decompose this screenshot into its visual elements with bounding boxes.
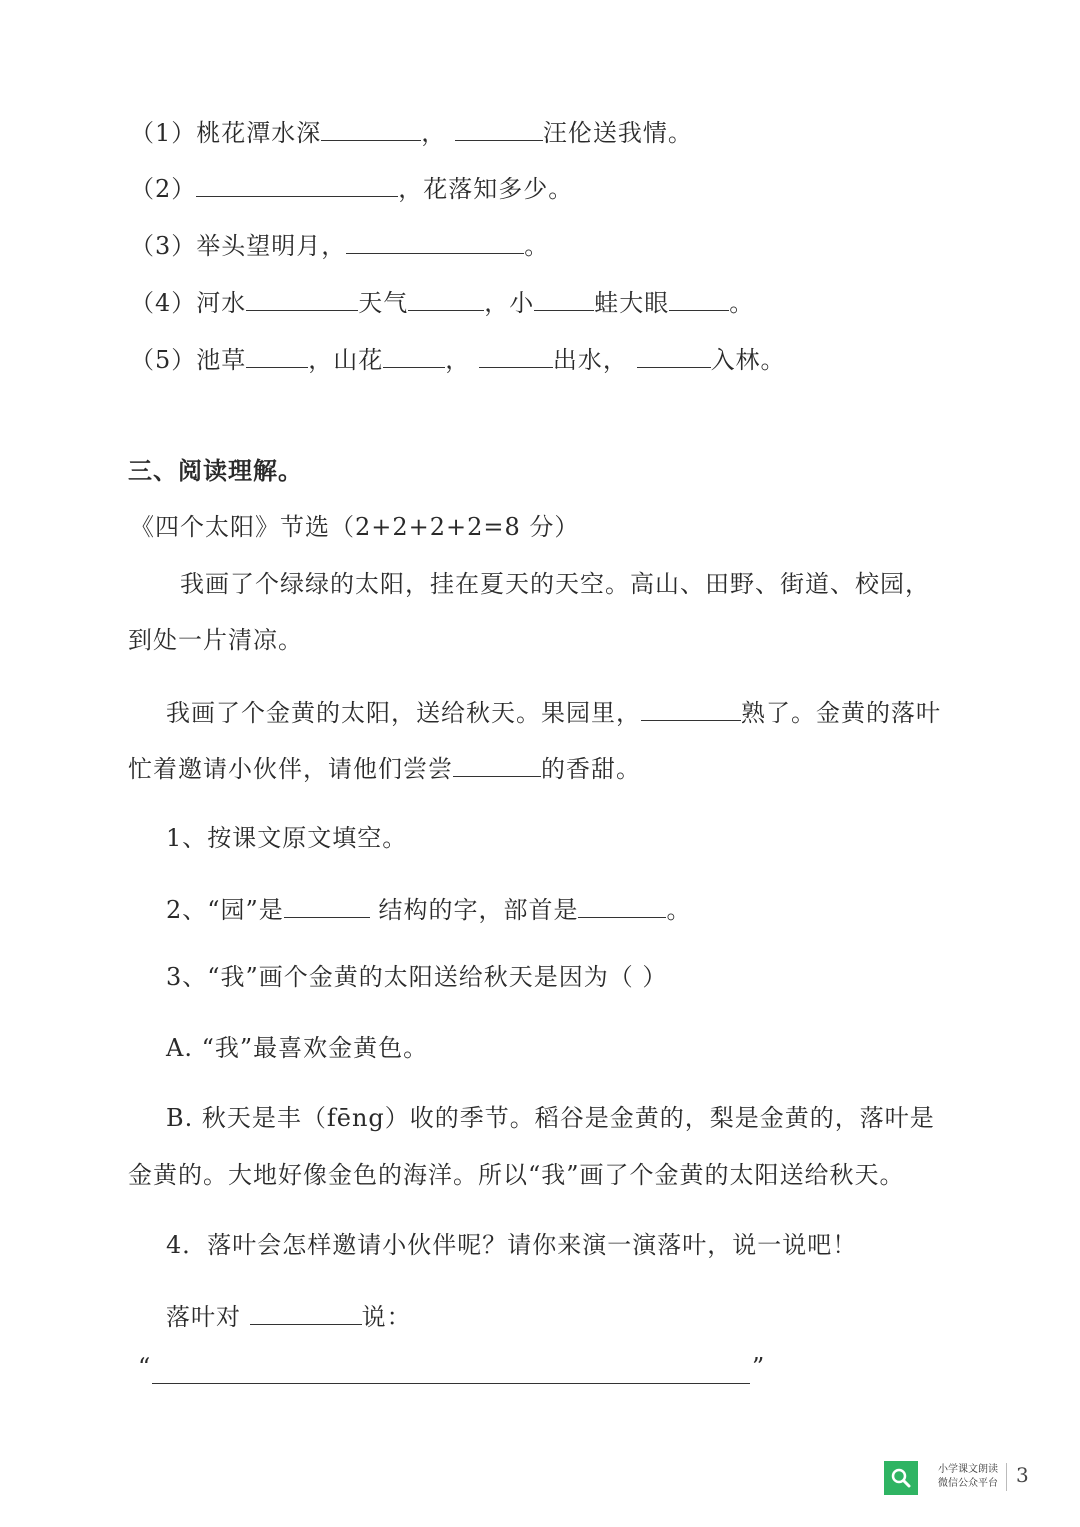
quote-close: ” <box>752 1353 766 1381</box>
item-number: （4） <box>130 289 197 317</box>
answer-blank[interactable] <box>534 286 594 311</box>
brand-text: 小学课文朗读 微信公众平台 <box>930 1463 1007 1491</box>
answer-blank[interactable] <box>408 286 484 311</box>
answer-blank[interactable] <box>479 343 553 368</box>
footer-watermark <box>884 1460 1034 1496</box>
section-title: 三、阅读理解。 <box>128 457 303 485</box>
answer-blank[interactable] <box>453 752 541 777</box>
poem-line-5: （5）池草 ，山花 ， 出水， 入林。 <box>130 343 786 375</box>
answer-line[interactable] <box>152 1383 750 1384</box>
poem-line-2: （2） ，花落知多少。 <box>130 172 573 204</box>
option-b-continued: 金黄的。大地好像金色的海洋。所以“我”画了个金黄的太阳送给秋天。 <box>128 1161 905 1189</box>
page-number: 3 <box>1016 1463 1029 1487</box>
answer-blank[interactable] <box>250 1300 362 1325</box>
passage-line: 到处一片清凉。 <box>128 626 303 654</box>
poem-line-4: （4）河水 天气 ，小 蛙大眼 。 <box>130 286 754 318</box>
answer-blank[interactable] <box>196 172 398 197</box>
option-b[interactable]: B. 秋天是丰（fēng）收的季节。稻谷是金黄的，梨是金黄的，落叶是 <box>166 1104 935 1132</box>
answer-blank[interactable] <box>637 343 711 368</box>
item-number: （5） <box>130 346 197 374</box>
answer-blank[interactable] <box>669 286 729 311</box>
answer-blank[interactable] <box>641 696 741 721</box>
search-icon <box>884 1461 918 1495</box>
poem-line-1: （1）桃花潭水深 ， 汪伦送我情。 <box>130 116 693 148</box>
passage-title: 《四个太阳》节选（2+2+2+2=8 分） <box>130 513 580 541</box>
option-a[interactable]: A. “我”最喜欢金黄色。 <box>166 1034 429 1062</box>
answer-blank[interactable] <box>383 343 445 368</box>
item-number: （1） <box>130 119 197 147</box>
answer-blank[interactable] <box>246 343 308 368</box>
item-number: （3） <box>130 232 197 260</box>
passage-line: 我画了个金黄的太阳，送给秋天。果园里， 熟了。金黄的落叶 <box>166 696 941 728</box>
answer-blank[interactable] <box>246 286 358 311</box>
answer-blank[interactable] <box>284 893 370 918</box>
answer-blank[interactable] <box>321 116 421 141</box>
passage-line: 忙着邀请小伙伴，请他们尝尝 的香甜。 <box>128 752 641 784</box>
item-number: （2） <box>130 175 197 203</box>
question-3: 3、“我”画个金黄的太阳送给秋天是因为（ ） <box>166 963 668 991</box>
question-4-prompt: 落叶对 说： <box>166 1300 412 1332</box>
quote-open: “ <box>138 1353 152 1381</box>
question-2: 2、“园”是 结构的字，部首是 。 <box>166 893 691 925</box>
poem-line-3: （3）举头望明月， 。 <box>130 229 549 261</box>
answer-blank[interactable] <box>578 893 666 918</box>
question-4: 4．落叶会怎样邀请小伙伴呢？请你来演一演落叶，说一说吧！ <box>166 1231 858 1259</box>
passage-line: 我画了个绿绿的太阳，挂在夏天的天空。高山、田野、街道、校园， <box>180 570 930 598</box>
answer-blank[interactable] <box>455 116 543 141</box>
question-1: 1、按课文原文填空。 <box>166 824 408 852</box>
answer-blank[interactable] <box>346 229 524 254</box>
